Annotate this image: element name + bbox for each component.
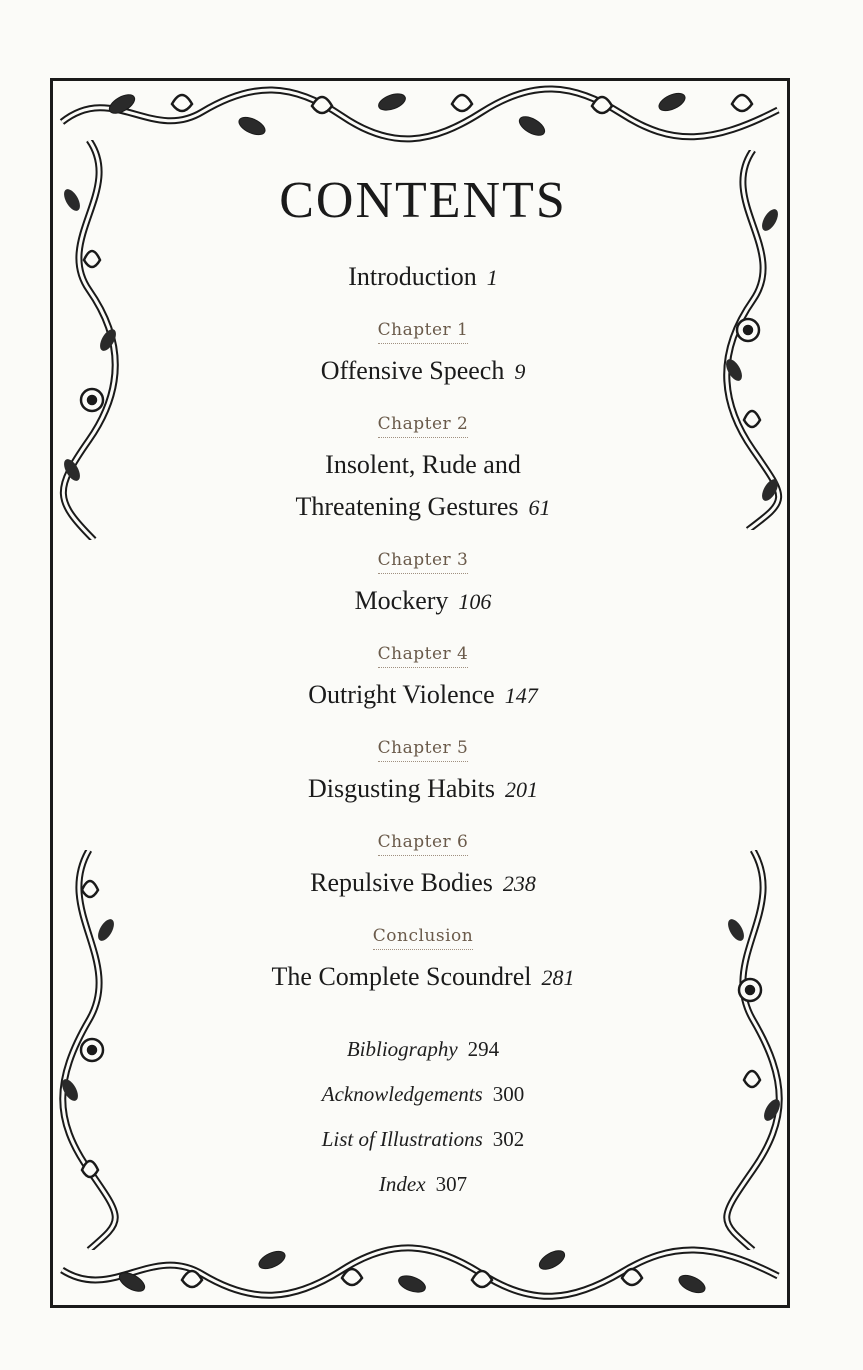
entry-title: Acknowledgements xyxy=(321,1082,483,1106)
entry-title: Disgusting Habits xyxy=(307,774,496,803)
entry-title: Bibliography xyxy=(346,1037,458,1061)
toc-entry-chapter-5[interactable] xyxy=(150,737,696,811)
floral-vine-border-icon xyxy=(52,1240,788,1304)
entry-page-number: 61 xyxy=(528,495,551,520)
entry-page-number: 106 xyxy=(458,589,492,614)
chapter-label: Chapter 3 xyxy=(378,549,469,574)
chapter-label: Chapter 2 xyxy=(378,413,469,438)
toc-entry-introduction[interactable] xyxy=(150,256,696,299)
entry-page-number: 201 xyxy=(505,777,539,802)
floral-vine-border-icon xyxy=(54,850,124,1250)
table-of-contents xyxy=(150,168,696,1207)
entry-title: Threatening Gestures xyxy=(295,492,519,521)
toc-entry-conclusion[interactable] xyxy=(150,925,696,999)
entry-title: Mockery xyxy=(354,586,449,615)
entry-title: Offensive Speech xyxy=(320,356,505,385)
toc-entry-chapter-4[interactable] xyxy=(150,643,696,717)
chapter-label: Conclusion xyxy=(373,925,473,950)
entry-page-number: 302 xyxy=(492,1127,525,1151)
chapter-label: Chapter 6 xyxy=(378,831,469,856)
entry-page-number: 1 xyxy=(486,265,498,290)
chapter-label: Chapter 5 xyxy=(378,737,469,762)
toc-entry-chapter-3[interactable] xyxy=(150,549,696,623)
toc-entry-chapter-1[interactable] xyxy=(150,319,696,393)
toc-entry-chapter-6[interactable] xyxy=(150,831,696,905)
entry-title: Introduction xyxy=(348,262,477,291)
entry-page-number: 300 xyxy=(492,1082,525,1106)
floral-vine-border-icon xyxy=(718,150,788,530)
entry-title: Index xyxy=(378,1172,426,1196)
entry-title: Insolent, Rude and xyxy=(325,450,521,479)
entry-page-number: 294 xyxy=(467,1037,500,1061)
chapter-label: Chapter 4 xyxy=(378,643,469,668)
entry-page-number: 9 xyxy=(514,359,526,384)
toc-entry-index[interactable] xyxy=(150,1162,696,1207)
chapter-label: Chapter 1 xyxy=(378,319,469,344)
entry-page-number: 147 xyxy=(504,683,538,708)
entry-page-number: 307 xyxy=(435,1172,468,1196)
floral-vine-border-icon xyxy=(718,850,788,1250)
back-matter-list xyxy=(150,1027,696,1207)
entry-title: Repulsive Bodies xyxy=(310,868,493,897)
page-title: CONTENTS xyxy=(279,172,567,229)
entry-page-number: 238 xyxy=(502,871,536,896)
toc-entry-chapter-2[interactable] xyxy=(150,413,696,529)
entry-page-number: 281 xyxy=(541,965,575,990)
toc-entry-list-of-illustrations[interactable] xyxy=(150,1117,696,1162)
entry-title: The Complete Scoundrel xyxy=(271,962,532,991)
toc-entry-bibliography[interactable] xyxy=(150,1027,696,1072)
entry-title: Outright Violence xyxy=(308,680,495,709)
toc-entry-acknowledgements[interactable] xyxy=(150,1072,696,1117)
floral-vine-border-icon xyxy=(54,140,124,540)
floral-vine-border-icon xyxy=(52,82,788,146)
entry-title: List of Illustrations xyxy=(321,1127,483,1151)
